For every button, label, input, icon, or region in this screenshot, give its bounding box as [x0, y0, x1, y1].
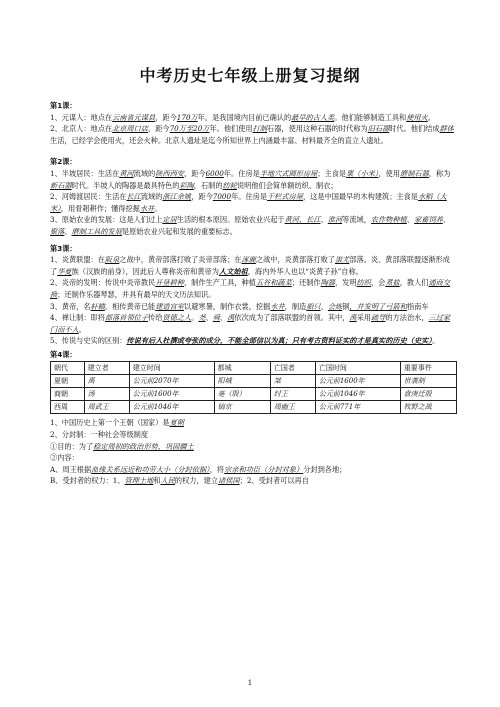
table-cell: 公元前1600年 [315, 375, 400, 388]
table-cell: 西周 [51, 401, 85, 414]
table-cell: 公元前1600年 [129, 388, 214, 401]
answer-fill: 贤德之人 [162, 313, 192, 323]
answer-fill: 纺织 [356, 278, 371, 288]
answer-fill: 半地穴式圆形房屋 [259, 168, 318, 178]
table-cell: 世袭制 [400, 375, 456, 388]
answer-fill: 纺轮 [222, 180, 237, 190]
text: 。 [191, 313, 199, 323]
answer-fill: 黄河 [119, 168, 134, 178]
text: 、 [320, 301, 328, 311]
answer-fill: 浙江余姚 [162, 192, 192, 202]
text: ，石制的 [193, 180, 223, 190]
answer-fill: 水稻（大米） [50, 192, 447, 213]
answer-fill: 管理土地 [124, 476, 154, 486]
paragraph-banpo [50, 168, 457, 191]
text: ，制作生产工具，种植 [183, 278, 256, 288]
text: 族（汉族的前身），因此后人尊称炎帝和黄帝为 [71, 266, 219, 276]
text: ，将 [209, 464, 225, 474]
lesson-heading: 第2课： [50, 157, 77, 167]
answer-fill: 开垦耕种 [155, 278, 184, 288]
answer-fill: 诸侯国 [218, 476, 240, 486]
column-header: 都城 [214, 362, 270, 375]
column-header: 建立时间 [129, 362, 214, 375]
table-row [51, 401, 457, 414]
answer-fill: 稳定周初的政治形势，巩固疆土 [93, 441, 194, 451]
text: 。 [154, 203, 162, 213]
answer-fill: 6000 [205, 168, 224, 178]
table-row [51, 388, 457, 401]
answer-fill: 磨制石器 [400, 168, 429, 178]
text: ，距今 [184, 168, 206, 178]
text: 和 [153, 476, 161, 486]
lesson-heading: 第1课： [50, 101, 77, 110]
text: 3、黄帝，名 [50, 301, 91, 311]
text: 之战中，黄帝部落打败了炎帝部落；在 [119, 255, 242, 265]
text: ，海内外华人也以“炎黄子孙”自称。 [247, 266, 363, 276]
text: 。他们能够制造工具和 [334, 112, 407, 122]
text: 之战中，炎黄部落打败了 [255, 255, 335, 265]
answer-fill: 华夏 [57, 266, 72, 276]
text: ，这是中国最早的木构建筑；主食是 [302, 192, 418, 202]
text: ，距今 [155, 112, 177, 122]
text: 分封到各地； [303, 464, 347, 474]
answer-fill: 禹 [227, 313, 235, 323]
table-cell: 亳（殷） [214, 388, 270, 401]
answer-fill: 疏导 [371, 313, 386, 323]
text: 。相传黄帝已能 [104, 301, 156, 311]
answer-fill: 传说有 [126, 336, 149, 346]
answer-fill: 禹 [349, 313, 357, 323]
paragraph-hemudu [50, 191, 457, 214]
text: B、受封者的权力：1、 [50, 476, 125, 486]
text: 。 [78, 324, 86, 334]
answer-fill: 轩辕 [90, 301, 105, 311]
answer-fill: 尧 [198, 313, 206, 323]
table-row [51, 375, 457, 388]
text: 4、禅让制：即将 [50, 313, 105, 323]
text: 3、原始农业的发展：这是人们过上 [50, 215, 163, 225]
answer-fill: 会炼 [327, 301, 343, 311]
answer-fill: 考古资料证实的才是真实的历史（史实） [306, 336, 432, 346]
text: 年。他们使用 [209, 124, 253, 134]
table-cell: 商朝 [51, 388, 85, 401]
table-header-row [51, 362, 457, 375]
text: 、 [320, 215, 328, 225]
text: 以避寒暑，制作衣裳，挖掘 [184, 301, 271, 311]
text: 、 [220, 313, 228, 323]
answer-fill: 旧石器 [367, 124, 390, 134]
answer-fill: 70万至20万 [169, 124, 210, 134]
text: 。 [427, 112, 435, 122]
paragraph-first-dynasty [50, 417, 457, 429]
paragraph-yuanmou [50, 112, 457, 124]
answer-fill: 人民 [160, 476, 175, 486]
table-cell: 桀 [270, 375, 315, 388]
paragraph-huangdi [50, 301, 457, 313]
answer-fill: 夏朝 [169, 418, 184, 428]
answer-fill: 通商交换 [50, 278, 451, 299]
text: 铜 [342, 301, 350, 311]
text: 年，是我国境内目前已确认的 [197, 112, 292, 122]
answer-fill: 定居 [162, 215, 177, 225]
text: 2、河姆渡居民：生活在 [50, 192, 127, 202]
text: ，称为 [428, 168, 451, 178]
answer-fill: 彩陶 [179, 180, 194, 190]
answer-fill: 水井 [270, 301, 285, 311]
text: ；主食是 [317, 168, 347, 178]
paragraph-content-b [50, 475, 457, 487]
text: 1、半坡居民：生活在 [50, 168, 120, 178]
document-body [50, 98, 457, 487]
text: 流域的 [140, 192, 163, 202]
text: 2、北京人：地点在 [50, 124, 113, 134]
table-cell: 盘庚迁殷 [400, 388, 456, 401]
answer-fill: 人文始祖 [218, 266, 248, 276]
lesson-heading: 第3课： [50, 243, 77, 253]
text: 部落。炎、黄部落联盟逐渐形成了 [50, 255, 450, 276]
answer-fill: 阪泉 [104, 255, 120, 265]
paragraph-peking-man [50, 123, 457, 146]
text: 、 [64, 226, 72, 236]
paragraph-fengjian: 2、分封制：一种社会等级制度 [50, 430, 149, 440]
column-header: 亡国时间 [315, 362, 400, 375]
document-title: 中考历史七年级上册复习提纲 [139, 66, 361, 85]
paragraph-yanhuang [50, 254, 457, 277]
text: 的权力，建立 [174, 476, 219, 486]
text: 说明他们会简单额纺织、制衣； [236, 180, 338, 190]
text: 石器，使用这种石器的时代称为 [267, 124, 368, 134]
paragraph-yandi [50, 277, 457, 300]
answer-fill: 后人杜撰或夸张的成分，不能全部信以为真；只有 [148, 336, 307, 346]
text: ，发明 [334, 278, 357, 288]
answer-fill: 建造宫室 [155, 301, 184, 311]
paragraph-content-a [50, 464, 457, 476]
answer-fill: 新石器 [50, 180, 72, 190]
page-number: 1 [247, 679, 253, 687]
answer-fill: 打制 [252, 124, 267, 134]
table-cell: 公元前771年 [315, 401, 400, 414]
text: 5、传说与史实的区别： [50, 336, 127, 346]
column-header: 亡国者 [270, 362, 315, 375]
answer-fill: 煮盐 [385, 278, 400, 288]
answer-fill: 宗亲和功臣（分封对象） [224, 464, 304, 474]
text: ①目的：为了 [50, 441, 94, 451]
table-cell: 牧野之战 [400, 401, 456, 414]
answer-fill: 最早的古人类 [291, 112, 335, 122]
paragraph-shanrang [50, 312, 457, 335]
paragraph-content: ②内容： [50, 453, 79, 463]
answer-fill: 水井 [139, 203, 155, 213]
text: 是原始农业兴起和发展的重要标志。 [121, 226, 237, 236]
text: 的方法治水， [385, 313, 429, 323]
answer-fill: 聚落 [50, 226, 65, 236]
text: 、 [442, 215, 451, 225]
column-header: 重要事件 [400, 362, 456, 375]
answer-fill: 农作物种植 [370, 215, 407, 225]
answer-fill: 粟（小米） [346, 168, 379, 178]
answer-fill: 三过家门而不入 [50, 313, 451, 334]
table-cell: 夏朝 [51, 375, 85, 388]
answer-fill: 7000 [212, 192, 232, 202]
text: 年。住房是 [231, 192, 268, 202]
table-cell: 公元前1046年 [129, 401, 214, 414]
text: ；还制作 [291, 278, 321, 288]
table-cell: 镐京 [214, 401, 270, 414]
text: 生活，已经学会使用火，还会火种。北京人遗址是迄今所知世界上内涵最丰富、材料最齐全的直立人遗址。 [50, 135, 388, 145]
answer-fill: 云南省元谋县 [112, 112, 156, 122]
text: ，制造 [284, 301, 307, 311]
answer-fill: 淮河 [327, 215, 343, 225]
answer-fill: 血缘关系远近和功劳大小（分封依据） [91, 464, 210, 474]
answer-fill: 涿鹿 [241, 255, 256, 265]
answer-fill: 群体 [439, 124, 454, 134]
table-cell: 公元前2070年 [129, 375, 214, 388]
text: 采用 [356, 313, 372, 323]
text: 生活的根本原因。原始农业兴起于 [176, 215, 285, 225]
answer-fill: 陕西西安 [155, 168, 184, 178]
paragraph-legend-vs-history [50, 335, 457, 347]
text: A、周王根据 [50, 464, 92, 474]
answer-fill: 170万 [176, 112, 198, 122]
text: 。 [431, 336, 440, 346]
text: 传给 [148, 313, 163, 323]
lesson-heading: 第4课： [50, 349, 77, 359]
answer-fill: 北京周口店 [112, 124, 149, 134]
text: 、 [406, 215, 415, 225]
answer-fill: 使用火 [406, 112, 428, 122]
answer-fill: 长江 [126, 192, 141, 202]
table-cell: 禹 [84, 375, 129, 388]
column-header: 建立者 [84, 362, 129, 375]
text: 1、炎黄联盟：在 [50, 255, 105, 265]
table-cell: 周武王 [84, 401, 129, 414]
text: 、 [205, 313, 213, 323]
text: ；还制作乐器琴瑟，并具有最早的天文历法知识。 [57, 289, 216, 299]
answer-fill: 五谷和蔬菜 [255, 278, 292, 288]
text: ；2、受封者可以再自 [239, 476, 309, 486]
answer-fill: 家畜饲养 [414, 215, 443, 225]
column-header: 朝代 [51, 362, 85, 375]
answer-fill: 部落首领位子 [104, 313, 149, 323]
text: 指南车 [406, 301, 429, 311]
table-cell: 纣王 [270, 388, 315, 401]
text: 1、中国历史上第一个王朝（国家）是 [50, 418, 170, 428]
text: 时代。他们结成 [389, 124, 440, 134]
answer-fill: 磨制工具的发展 [71, 226, 122, 236]
table-cell: 周幽王 [270, 401, 315, 414]
text: ，距今 [148, 124, 170, 134]
answer-fill: 舜 [212, 313, 220, 323]
text: ，距今 [191, 192, 213, 202]
paragraph-purpose [50, 441, 457, 453]
text: 流域的 [133, 168, 156, 178]
text: 2、炎帝的发明：传说中炎帝教民 [50, 278, 156, 288]
answer-fill: 陶器 [320, 278, 335, 288]
answer-fill: 船只 [306, 301, 321, 311]
dynasty-table [50, 361, 457, 414]
table-cell: 公元前1046年 [315, 388, 400, 401]
text: 1、元谋人：地点在 [50, 112, 113, 122]
text: 时代。半坡人的陶器是最具特色的 [71, 180, 180, 190]
answer-fill: 黄河、长江 [284, 215, 321, 225]
text: ，用骨耜耕作；懂得挖掘 [60, 203, 140, 213]
text: 年。住房是 [223, 168, 260, 178]
answer-fill: 蚩尤 [334, 255, 350, 265]
text: 依次成为了部落联盟的首领。其中， [234, 313, 350, 323]
text: ，会 [370, 278, 386, 288]
table-cell: 汤 [84, 388, 129, 401]
text: 等流域， [342, 215, 371, 225]
answer-fill: 干栏式房屋 [267, 192, 303, 202]
text: ，使用 [378, 168, 401, 178]
table-cell: 阳城 [214, 375, 270, 388]
paragraph-agriculture [50, 214, 457, 237]
text: ，教人们 [399, 278, 429, 288]
answer-fill: ，并发明了弓箭和 [349, 301, 407, 311]
